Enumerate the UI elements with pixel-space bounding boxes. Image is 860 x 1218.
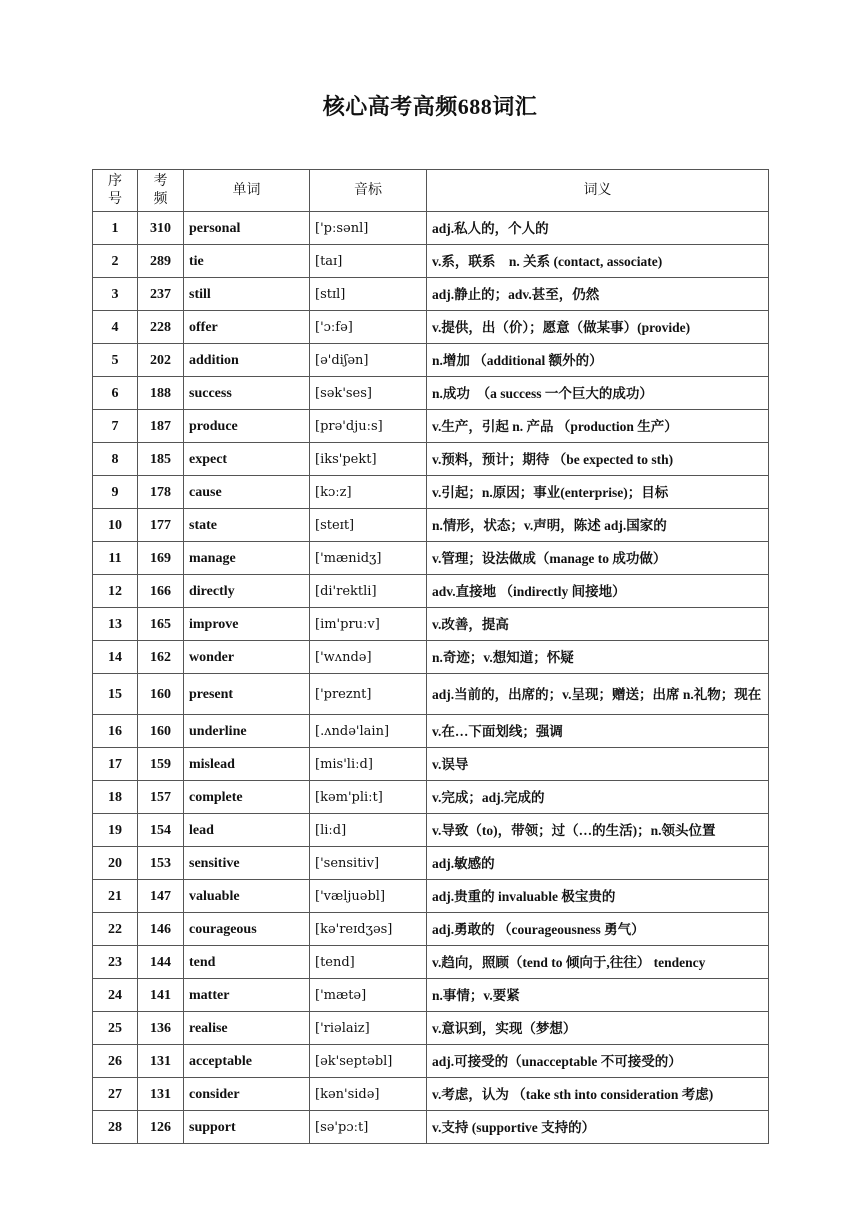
row-frequency: 160 <box>138 715 184 748</box>
table-body <box>93 212 769 1144</box>
row-phonetic: ['sensitiv] <box>310 847 427 880</box>
row-index: 20 <box>93 847 138 880</box>
row-phonetic: ['preznt] <box>310 674 427 715</box>
row-index: 22 <box>93 913 138 946</box>
row-frequency: 166 <box>138 575 184 608</box>
table-row <box>93 608 769 641</box>
row-phonetic: [.ʌndə'lain] <box>310 715 427 748</box>
row-phonetic: ['væljuəbl] <box>310 880 427 913</box>
row-word: tend <box>184 946 310 979</box>
row-phonetic: [mis'liːd] <box>310 748 427 781</box>
row-index: 24 <box>93 979 138 1012</box>
header-meaning: 词义 <box>427 170 769 212</box>
row-meaning: v.提供，出（价）；愿意（做某事）(provide) <box>427 311 769 344</box>
header-word: 单词 <box>184 170 310 212</box>
row-frequency: 160 <box>138 674 184 715</box>
row-word: produce <box>184 410 310 443</box>
row-index: 3 <box>93 278 138 311</box>
row-word: wonder <box>184 641 310 674</box>
row-word: offer <box>184 311 310 344</box>
row-index: 7 <box>93 410 138 443</box>
row-meaning: v.导致（to)，带领；过（…的生活)；n.领头位置 <box>427 814 769 847</box>
row-phonetic: [liːd] <box>310 814 427 847</box>
row-phonetic: ['wʌndə] <box>310 641 427 674</box>
row-meaning: adj.静止的；adv.甚至，仍然 <box>427 278 769 311</box>
row-word: personal <box>184 212 310 245</box>
row-frequency: 177 <box>138 509 184 542</box>
row-meaning: v.在…下面划线；强调 <box>427 715 769 748</box>
table-row <box>93 1078 769 1111</box>
table-row <box>93 476 769 509</box>
row-index: 18 <box>93 781 138 814</box>
table-row <box>93 781 769 814</box>
table-row <box>93 674 769 715</box>
row-frequency: 289 <box>138 245 184 278</box>
table-row <box>93 913 769 946</box>
row-phonetic: [sək'ses] <box>310 377 427 410</box>
row-index: 13 <box>93 608 138 641</box>
row-phonetic: [di'rektli] <box>310 575 427 608</box>
row-meaning: adj.当前的，出席的；v.呈现；赠送；出席 n.礼物；现在 <box>427 674 769 715</box>
table-row <box>93 575 769 608</box>
row-phonetic: ['ɔːfə] <box>310 311 427 344</box>
row-index: 16 <box>93 715 138 748</box>
row-phonetic: [ək'septəbl] <box>310 1045 427 1078</box>
row-word: still <box>184 278 310 311</box>
table-row <box>93 245 769 278</box>
row-meaning: v.改善，提高 <box>427 608 769 641</box>
table-row <box>93 278 769 311</box>
vocabulary-table <box>92 169 769 1144</box>
table-row <box>93 212 769 245</box>
row-meaning: v.意识到，实现（梦想） <box>427 1012 769 1045</box>
row-index: 28 <box>93 1111 138 1144</box>
row-meaning: n.增加 （additional 额外的） <box>427 344 769 377</box>
row-phonetic: ['pːsənl] <box>310 212 427 245</box>
row-meaning: n.情形，状态；v.声明，陈述 adj.国家的 <box>427 509 769 542</box>
row-meaning: v.趋向，照顾（tend to 倾向于,往往） tendency <box>427 946 769 979</box>
table-row <box>93 715 769 748</box>
row-frequency: 185 <box>138 443 184 476</box>
row-phonetic: [kə'reɪdʒəs] <box>310 913 427 946</box>
row-word: underline <box>184 715 310 748</box>
row-frequency: 144 <box>138 946 184 979</box>
row-word: acceptable <box>184 1045 310 1078</box>
table-row <box>93 847 769 880</box>
table-row <box>93 443 769 476</box>
row-frequency: 202 <box>138 344 184 377</box>
row-phonetic: [kɔːz] <box>310 476 427 509</box>
row-meaning: adj.敏感的 <box>427 847 769 880</box>
row-index: 12 <box>93 575 138 608</box>
row-index: 9 <box>93 476 138 509</box>
row-word: consider <box>184 1078 310 1111</box>
row-word: directly <box>184 575 310 608</box>
row-frequency: 136 <box>138 1012 184 1045</box>
table-row <box>93 542 769 575</box>
row-meaning: v.生产，引起 n. 产品 （production 生产） <box>427 410 769 443</box>
row-meaning: n.事情；v.要紧 <box>427 979 769 1012</box>
row-index: 15 <box>93 674 138 715</box>
row-meaning: v.预料，预计；期待 （be expected to sth) <box>427 443 769 476</box>
row-word: complete <box>184 781 310 814</box>
row-frequency: 188 <box>138 377 184 410</box>
row-frequency: 228 <box>138 311 184 344</box>
row-phonetic: ['mænidʒ] <box>310 542 427 575</box>
row-meaning: v.完成；adj.完成的 <box>427 781 769 814</box>
row-word: improve <box>184 608 310 641</box>
row-frequency: 178 <box>138 476 184 509</box>
table-header-row <box>93 170 769 212</box>
row-phonetic: [iks'pekt] <box>310 443 427 476</box>
table-row <box>93 641 769 674</box>
row-index: 10 <box>93 509 138 542</box>
row-word: success <box>184 377 310 410</box>
table-row <box>93 377 769 410</box>
row-word: valuable <box>184 880 310 913</box>
row-index: 19 <box>93 814 138 847</box>
row-word: lead <box>184 814 310 847</box>
row-meaning: v.管理；设法做成（manage to 成功做） <box>427 542 769 575</box>
row-phonetic: [tend] <box>310 946 427 979</box>
row-meaning: adj.勇敢的 （courageousness 勇气） <box>427 913 769 946</box>
table-row <box>93 880 769 913</box>
row-frequency: 159 <box>138 748 184 781</box>
row-frequency: 169 <box>138 542 184 575</box>
header-freq: 考频 <box>138 170 184 212</box>
row-meaning: v.系，联系 n. 关系 (contact, associate) <box>427 245 769 278</box>
row-index: 5 <box>93 344 138 377</box>
row-meaning: v.考虑，认为 （take sth into consideration 考虑) <box>427 1078 769 1111</box>
table-row <box>93 1012 769 1045</box>
row-phonetic: [stɪl] <box>310 278 427 311</box>
row-phonetic: [taɪ] <box>310 245 427 278</box>
row-index: 26 <box>93 1045 138 1078</box>
row-word: sensitive <box>184 847 310 880</box>
row-word: present <box>184 674 310 715</box>
row-frequency: 237 <box>138 278 184 311</box>
row-index: 27 <box>93 1078 138 1111</box>
row-phonetic: ['mætə] <box>310 979 427 1012</box>
row-word: tie <box>184 245 310 278</box>
row-index: 11 <box>93 542 138 575</box>
row-index: 2 <box>93 245 138 278</box>
row-phonetic: [prə'djuːs] <box>310 410 427 443</box>
table-row <box>93 410 769 443</box>
row-frequency: 146 <box>138 913 184 946</box>
row-frequency: 187 <box>138 410 184 443</box>
header-phonetic: 音标 <box>310 170 427 212</box>
row-index: 1 <box>93 212 138 245</box>
table-row <box>93 509 769 542</box>
row-frequency: 141 <box>138 979 184 1012</box>
table-row <box>93 979 769 1012</box>
row-meaning: adj.贵重的 invaluable 极宝贵的 <box>427 880 769 913</box>
table-row <box>93 311 769 344</box>
row-word: courageous <box>184 913 310 946</box>
row-meaning: adv.直接地 （indirectly 间接地） <box>427 575 769 608</box>
table-row <box>93 344 769 377</box>
row-frequency: 153 <box>138 847 184 880</box>
row-word: cause <box>184 476 310 509</box>
row-index: 8 <box>93 443 138 476</box>
row-phonetic: [kəm'pliːt] <box>310 781 427 814</box>
page-title: 核心高考高频688词汇 <box>322 94 538 119</box>
row-index: 14 <box>93 641 138 674</box>
row-index: 23 <box>93 946 138 979</box>
row-meaning: v.引起；n.原因；事业(enterprise)；目标 <box>427 476 769 509</box>
row-phonetic: ['riəlaiz] <box>310 1012 427 1045</box>
table-row <box>93 1111 769 1144</box>
row-frequency: 154 <box>138 814 184 847</box>
row-frequency: 165 <box>138 608 184 641</box>
row-meaning: n.奇迹；v.想知道；怀疑 <box>427 641 769 674</box>
table-row <box>93 946 769 979</box>
row-frequency: 126 <box>138 1111 184 1144</box>
row-meaning: v.误导 <box>427 748 769 781</box>
row-word: addition <box>184 344 310 377</box>
row-word: mislead <box>184 748 310 781</box>
table-row <box>93 1045 769 1078</box>
row-word: realise <box>184 1012 310 1045</box>
table-row <box>93 814 769 847</box>
row-phonetic: [im'pruːv] <box>310 608 427 641</box>
row-word: manage <box>184 542 310 575</box>
row-phonetic: [kən'sidə] <box>310 1078 427 1111</box>
row-frequency: 131 <box>138 1078 184 1111</box>
row-index: 25 <box>93 1012 138 1045</box>
row-frequency: 157 <box>138 781 184 814</box>
row-word: state <box>184 509 310 542</box>
row-frequency: 162 <box>138 641 184 674</box>
row-index: 6 <box>93 377 138 410</box>
row-frequency: 147 <box>138 880 184 913</box>
row-meaning: n.成功 （a success 一个巨大的成功） <box>427 377 769 410</box>
row-meaning: v.支持 (supportive 支持的） <box>427 1111 769 1144</box>
row-phonetic: [steɪt] <box>310 509 427 542</box>
row-index: 17 <box>93 748 138 781</box>
row-frequency: 310 <box>138 212 184 245</box>
row-meaning: adj.可接受的（unacceptable 不可接受的） <box>427 1045 769 1078</box>
row-word: matter <box>184 979 310 1012</box>
row-meaning: adj.私人的，个人的 <box>427 212 769 245</box>
row-index: 4 <box>93 311 138 344</box>
row-index: 21 <box>93 880 138 913</box>
row-phonetic: [sə'pɔːt] <box>310 1111 427 1144</box>
header-index: 序号 <box>93 170 138 212</box>
table-row <box>93 748 769 781</box>
row-word: support <box>184 1111 310 1144</box>
row-frequency: 131 <box>138 1045 184 1078</box>
row-word: expect <box>184 443 310 476</box>
row-phonetic: [ə'diʃən] <box>310 344 427 377</box>
